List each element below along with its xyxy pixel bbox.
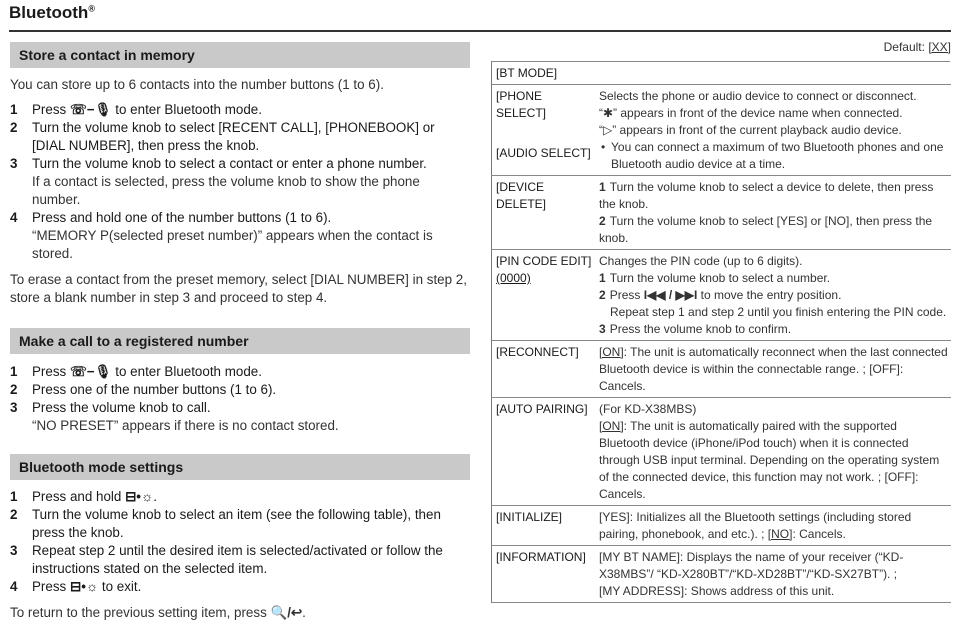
mode-step-4: 4 Press ⊟•☼ to exit. — [10, 579, 142, 594]
phone-mic-icon: ☏−🎙 — [69, 102, 112, 117]
settings-table-area — [491, 40, 951, 603]
default-note: Default: [XX] — [883, 40, 951, 54]
page-title: Bluetooth® — [9, 3, 95, 22]
display-settings-icon: ⊟•☼ — [125, 489, 154, 504]
store-outro: To erase a contact from the preset memory, select [DIAL NUMBER] in step 2, store a blank number in step 3 and proceed to step 4. — [10, 272, 467, 305]
store-steps — [10, 101, 470, 263]
store-intro: You can store up to 6 contacts into the number buttons (1 to 6). — [10, 77, 384, 92]
bt-settings-table — [491, 61, 951, 603]
table-row-auto-pairing: [AUTO PAIRING] (For KD-X38MBS) [ON]: The unit is automatically paired with the supported Bluetooth device (iPhone/iPod touch) when it is connected through USB input terminal. Depending on the operating system of the connected device, this function may not work. ; [OFF]: Cancels. — [492, 398, 951, 506]
call-step-3: 3 Press the volume knob to call. “NO PRESET” appears if there is no contact stored. — [10, 400, 339, 433]
store-step-2: 2 Turn the volume knob to select [RECENT CALL], [PHONEBOOK] or [DIAL NUMBER], then press the knob. — [10, 120, 435, 153]
prev-next-icon: I◀◀ / ▶▶I — [643, 288, 698, 302]
section-heading-bt-mode-settings: Bluetooth mode settings — [10, 454, 470, 480]
store-step-4: 4 Press and hold one of the number buttons (1 to 6). “MEMORY P(selected preset number)” appears when the contact is stored. — [10, 210, 433, 261]
left-column — [10, 42, 470, 622]
display-settings-icon: ⊟•☼ — [69, 579, 99, 594]
section-heading-store-contact: Store a contact in memory — [10, 42, 470, 68]
table-row-audio-select: [AUDIO SELECT] — [492, 145, 951, 175]
title-rule — [9, 30, 951, 32]
mode-step-2: 2 Turn the volume knob to select an item (see the following table), then press the knob. — [10, 507, 441, 540]
section-heading-make-call: Make a call to a registered number — [10, 328, 470, 354]
select-description: Selects the phone or audio device to connect or disconnect. “✱” appears in front of the device name when connected. “▷” appears in front of the current playback audio device. • You can connect a maximum of two Bluetooth phones and one Bluetooth audio device at a time. — [595, 85, 951, 176]
table-row-reconnect: [RECONNECT] [ON]: The unit is automatically reconnect when the last connected Bluetooth device is within the connectable range. ; [OFF]: Cancels. — [492, 341, 951, 398]
call-step-1: 1 Press ☏−🎙 to enter Bluetooth mode. — [10, 364, 262, 379]
table-row-pin-code-edit: [PIN CODE EDIT] (0000) Changes the PIN code (up to 6 digits). 1 Turn the volume knob to select a number. 2 Press I◀◀ / ▶▶I to move the entry position. Repeat step 1 and step 2 until you finish entering the PIN code. 3 Press the volume knob to confirm. — [492, 250, 951, 341]
mode-steps — [10, 488, 470, 596]
table-row-information: [INFORMATION] [MY BT NAME]: Displays the name of your receiver (“KD-X38MBS”/ “KD-X280BT”/“KD-XD28BT”/“KD-SX27BT”). ; [MY ADDRESS]: Shows address of this unit. — [492, 546, 951, 603]
table-row-device-delete: [DEVICE DELETE] 1 Turn the volume knob to select a device to delete, then press the knob. 2 Turn the volume knob to select [YES] or [NO], then press the knob. — [492, 176, 951, 250]
store-step-1: 1 Press ☏−🎙 to enter Bluetooth mode. — [10, 102, 262, 117]
mode-outro: To return to the previous setting item, press 🔍/↩. — [10, 605, 306, 620]
store-step-3: 3 Turn the volume knob to select a contact or enter a phone number. If a contact is selected, press the volume knob to show the phone number. — [10, 156, 427, 207]
table-row-initialize: [INITIALIZE] [YES]: Initializes all the Bluetooth settings (including stored pairing, phonebook, and etc.). ; [NO]: Cancels. — [492, 506, 951, 546]
search-back-icon: 🔍/↩ — [270, 605, 303, 620]
call-step-2: 2 Press one of the number buttons (1 to 6). — [10, 382, 277, 397]
table-row-bt-mode: [BT MODE] — [492, 62, 951, 85]
mode-step-1: 1 Press and hold ⊟•☼. — [10, 489, 157, 504]
phone-mic-icon: ☏−🎙 — [69, 364, 112, 379]
table-row-phone-select: [PHONE SELECT] Selects the phone or audio device to connect or disconnect. “✱” appears in front of the device name when connected. “▷” appears in front of the current playback audio device. • You can connect a maximum of two Bluetooth phones and one Bluetooth audio device at a time. — [492, 85, 951, 146]
mode-step-3: 3 Repeat step 2 until the desired item is selected/activated or follow the instructions stated on the selected item. — [10, 543, 443, 576]
call-steps — [10, 363, 470, 435]
